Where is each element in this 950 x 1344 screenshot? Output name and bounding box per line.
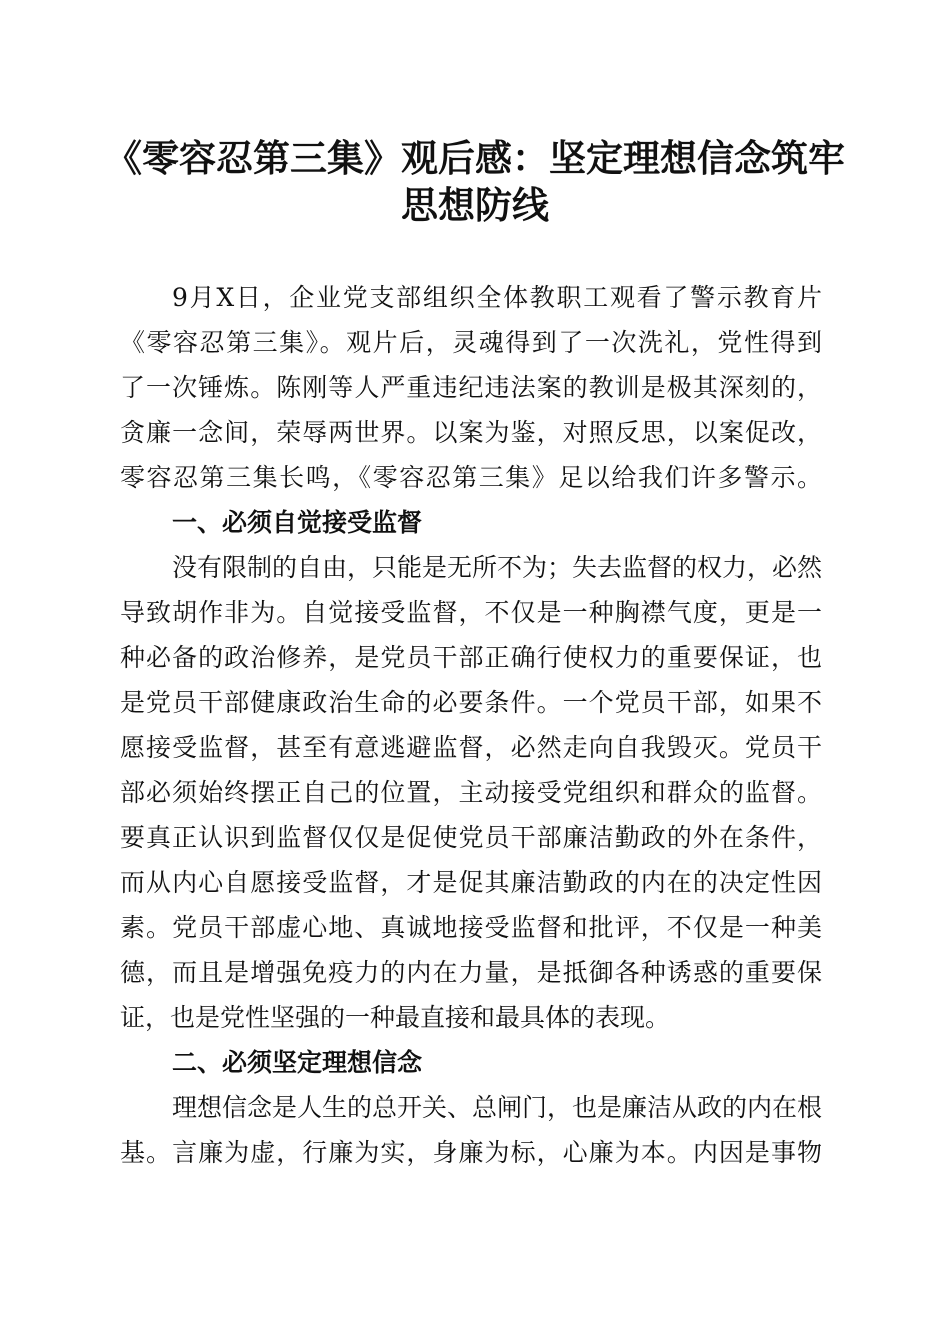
paragraph-line: 《零容忍第三集》。观片后，灵魂得到了一次洗礼，党性得到	[120, 328, 822, 357]
title-line-2: 思想防线	[401, 183, 549, 227]
paragraph-line: 理想信念是人生的总开关、总闸门，也是廉洁从政的内在根	[172, 1093, 823, 1122]
paragraph-line: 贪廉一念间，荣辱两世界。以案为鉴，对照反思，以案促改，	[120, 418, 822, 447]
paragraph-line: 而从内心自愿接受监督，才是促其廉洁勤政的内在的决定性因	[120, 868, 822, 897]
paragraph-line: 部必须始终摆正自己的位置，主动接受党组织和群众的监督。	[120, 778, 822, 807]
paragraph-line: 了一次锤炼。陈刚等人严重违纪违法案的教训是极其深刻的，	[120, 373, 822, 402]
paragraph-line: 零容忍第三集长鸣，《零容忍第三集》足以给我们许多警示。	[120, 463, 822, 492]
paragraph-line: 没有限制的自由，只能是无所不为；失去监督的权力，必然	[172, 553, 823, 582]
paragraph-line: 素。党员干部虚心地、真诚地接受监督和批评，不仅是一种美	[120, 913, 822, 942]
paragraph-line: 9月X日，企业党支部组织全体教职工观看了警示教育片	[172, 283, 822, 312]
paragraph-line: 愿接受监督，甚至有意逃避监督，必然走向自我毁灭。党员干	[120, 733, 822, 762]
paragraph-line: 是党员干部健康政治生命的必要条件。一个党员干部，如果不	[120, 688, 822, 717]
section-heading: 一、必须自觉接受监督	[172, 508, 423, 537]
title-line-1: 《零容忍第三集》观后感：坚定理想信念筑牢	[105, 136, 845, 180]
paragraph-line: 基。言廉为虚，行廉为实，身廉为标，心廉为本。内因是事物	[120, 1138, 822, 1167]
paragraph-line: 证，也是党性坚强的一种最直接和最具体的表现。	[120, 1003, 671, 1032]
paragraph-line: 要真正认识到监督仅仅是促使党员干部廉洁勤政的外在条件，	[120, 823, 822, 852]
paragraph-line: 导致胡作非为。自觉接受监督，不仅是一种胸襟气度，更是一	[120, 598, 822, 627]
section-heading: 二、必须坚定理想信念	[172, 1048, 423, 1077]
paragraph-line: 种必备的政治修养，是党员干部正确行使权力的重要保证，也	[120, 643, 822, 672]
paragraph-line: 德，而且是增强免疫力的内在力量，是抵御各种诱惑的重要保	[120, 958, 822, 987]
